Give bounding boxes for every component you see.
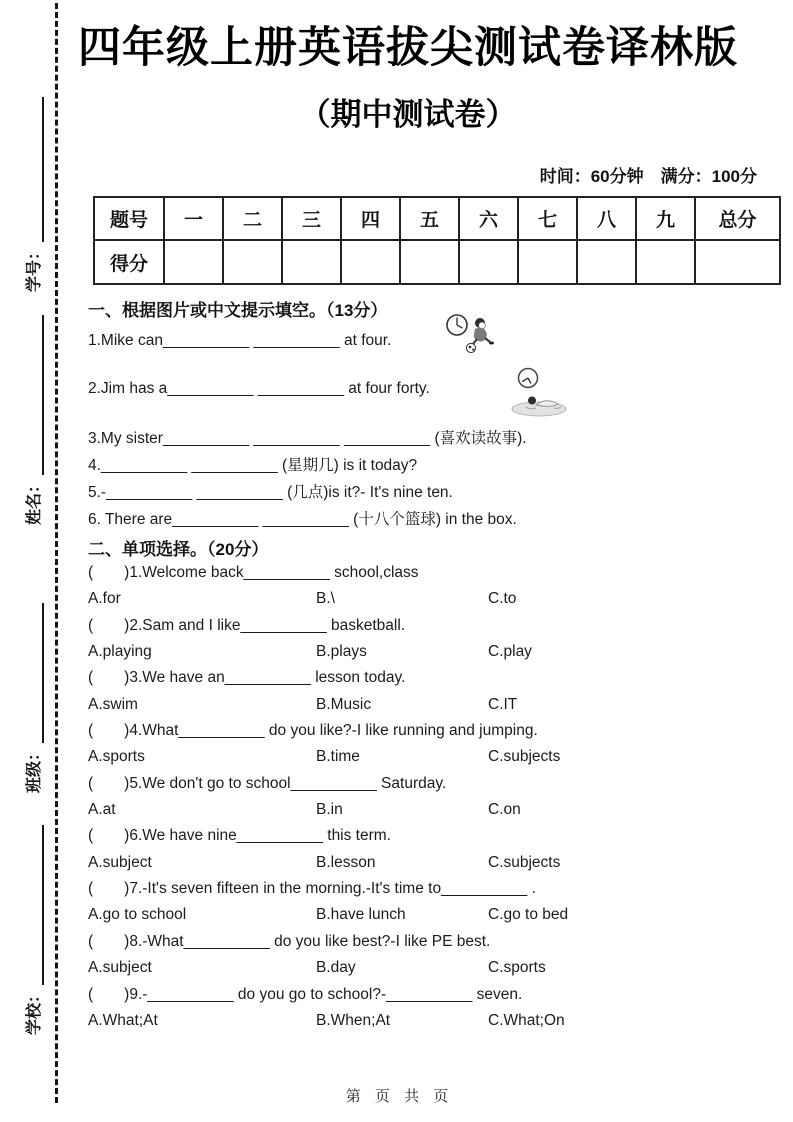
score-table — [93, 196, 781, 285]
mc-question-6: ( )6.We have nine__________ this term. — [88, 827, 391, 845]
col-8: 八 — [577, 197, 636, 240]
mc-option-a: A.subject — [88, 959, 152, 977]
name-blank-line — [27, 315, 44, 475]
fill-blank-item-1: 1.Mike can__________ __________ at four. — [88, 332, 392, 349]
fill-blank-item-3: 3.My sister__________ __________ __________ (喜欢读故事). — [88, 430, 527, 447]
section2-heading: 二、单项选择。（20分） — [88, 540, 269, 559]
mc-question-3: ( )3.We have an__________ lesson today. — [88, 669, 406, 687]
col-2: 二 — [223, 197, 282, 240]
fill-blank-item-5: 5.-__________ __________ (几点)is it?- It's nine ten. — [88, 484, 453, 501]
col-1: 一 — [164, 197, 223, 240]
mc-option-a: A.What;At — [88, 1011, 158, 1029]
mc-options-3 — [88, 692, 728, 718]
mc-question-4: ( )4.What__________ do you like?-I like running and jumping. — [88, 722, 538, 740]
mc-question-5: ( )5.We don't go to school__________ Saturday. — [88, 774, 447, 792]
clock-swimming-image — [506, 367, 570, 424]
mc-option-b: B.time — [316, 748, 360, 766]
col-5: 五 — [400, 197, 459, 240]
mc-question-2: ( )2.Sam and I like__________ basketball. — [88, 616, 406, 634]
sidebar-field-student-id — [20, 72, 44, 292]
mc-option-a: A.at — [88, 801, 116, 819]
score-cell — [577, 240, 636, 284]
score-row-label: 得分 — [94, 240, 164, 284]
page-title: 四年级上册英语拔尖测试卷译林版 — [78, 24, 738, 72]
page-footer: 第 页 共 页 — [345, 1088, 451, 1105]
score-cell — [518, 240, 577, 284]
mc-option-b: B.day — [316, 959, 356, 977]
score-table-score-row — [94, 240, 780, 284]
mc-option-c: C.subjects — [488, 853, 561, 871]
mc-options-4 — [88, 744, 728, 770]
mc-option-a: A.for — [88, 590, 121, 608]
mc-option-c: C.IT — [488, 695, 518, 713]
col-6: 六 — [459, 197, 518, 240]
mc-option-a: A.go to school — [88, 906, 187, 924]
student-id-label: 学号： — [26, 243, 43, 292]
mc-options-2 — [88, 639, 728, 665]
mc-options-9 — [88, 1008, 728, 1034]
seal-dashed-line — [55, 3, 58, 1103]
mc-option-b: B.Music — [316, 695, 372, 713]
mc-option-b: B.in — [316, 801, 343, 819]
mc-option-a: A.swim — [88, 695, 138, 713]
score-table-header-row — [94, 197, 780, 240]
mc-options-6 — [88, 850, 728, 876]
exam-subtitle: （期中测试卷） — [299, 97, 517, 132]
mc-question-9: ( )9.-__________ do you go to school?-__________ seven. — [88, 985, 523, 1003]
score-cell — [459, 240, 518, 284]
student-id-blank-line — [27, 97, 44, 242]
mc-option-b: B.lesson — [316, 853, 376, 871]
mc-options-7 — [88, 902, 728, 928]
sidebar-field-school — [20, 815, 44, 1035]
mc-option-a: A.subject — [88, 853, 152, 871]
score-cell — [341, 240, 400, 284]
mc-option-b: B.When;At — [316, 1011, 391, 1029]
col-total: 总分 — [695, 197, 780, 240]
fill-blank-item-2: 2.Jim has a__________ __________ at four forty. — [88, 380, 430, 397]
mc-option-c: C.on — [488, 801, 521, 819]
mc-option-c: C.play — [488, 643, 532, 661]
mc-question-1: ( )1.Welcome back__________ school,class — [88, 564, 419, 581]
col-9: 九 — [636, 197, 695, 240]
mc-option-b: B.\ — [316, 590, 335, 608]
school-blank-line — [27, 825, 44, 985]
sidebar-field-class — [20, 573, 44, 793]
score-cell — [282, 240, 341, 284]
score-cell — [636, 240, 695, 284]
mc-option-c: C.go to bed — [488, 906, 569, 924]
mc-options-8 — [88, 955, 728, 981]
clock-football-image — [444, 312, 504, 363]
fill-blank-item-6: 6. There are__________ __________ (十八个篮球) in the box. — [88, 511, 517, 528]
class-blank-line — [27, 603, 44, 743]
mc-option-c: C.What;On — [488, 1011, 565, 1029]
score-cell — [400, 240, 459, 284]
mc-options-1 — [88, 586, 728, 612]
time-score-info: 时间：60分钟 满分：100分 — [539, 167, 757, 186]
mc-option-c: C.sports — [488, 959, 546, 977]
mc-option-a: A.playing — [88, 643, 152, 661]
mc-question-8: ( )8.-What__________ do you like best?-I like PE best. — [88, 932, 491, 950]
mc-options-5 — [88, 797, 728, 823]
score-cell — [164, 240, 223, 284]
school-label: 学校： — [26, 986, 43, 1035]
name-label: 姓名： — [26, 476, 43, 525]
mc-question-7: ( )7.-It's seven fifteen in the morning.-It's time to__________ . — [88, 880, 536, 898]
mc-option-b: B.have lunch — [316, 906, 406, 924]
sidebar-field-name — [20, 305, 44, 525]
question-number-header: 题号 — [94, 197, 164, 240]
mc-option-a: A.sports — [88, 748, 145, 766]
col-3: 三 — [282, 197, 341, 240]
mc-option-c: C.subjects — [488, 748, 561, 766]
multiple-choice-section — [88, 560, 728, 1034]
fill-blank-item-4: 4.__________ __________ (星期几) is it today? — [88, 457, 418, 474]
score-cell — [695, 240, 780, 284]
mc-option-b: B.plays — [316, 643, 367, 661]
col-4: 四 — [341, 197, 400, 240]
class-label: 班级： — [26, 744, 43, 793]
col-7: 七 — [518, 197, 577, 240]
mc-option-c: C.to — [488, 590, 517, 608]
score-cell — [223, 240, 282, 284]
section1-heading: 一、根据图片或中文提示填空。（13分） — [88, 301, 388, 320]
